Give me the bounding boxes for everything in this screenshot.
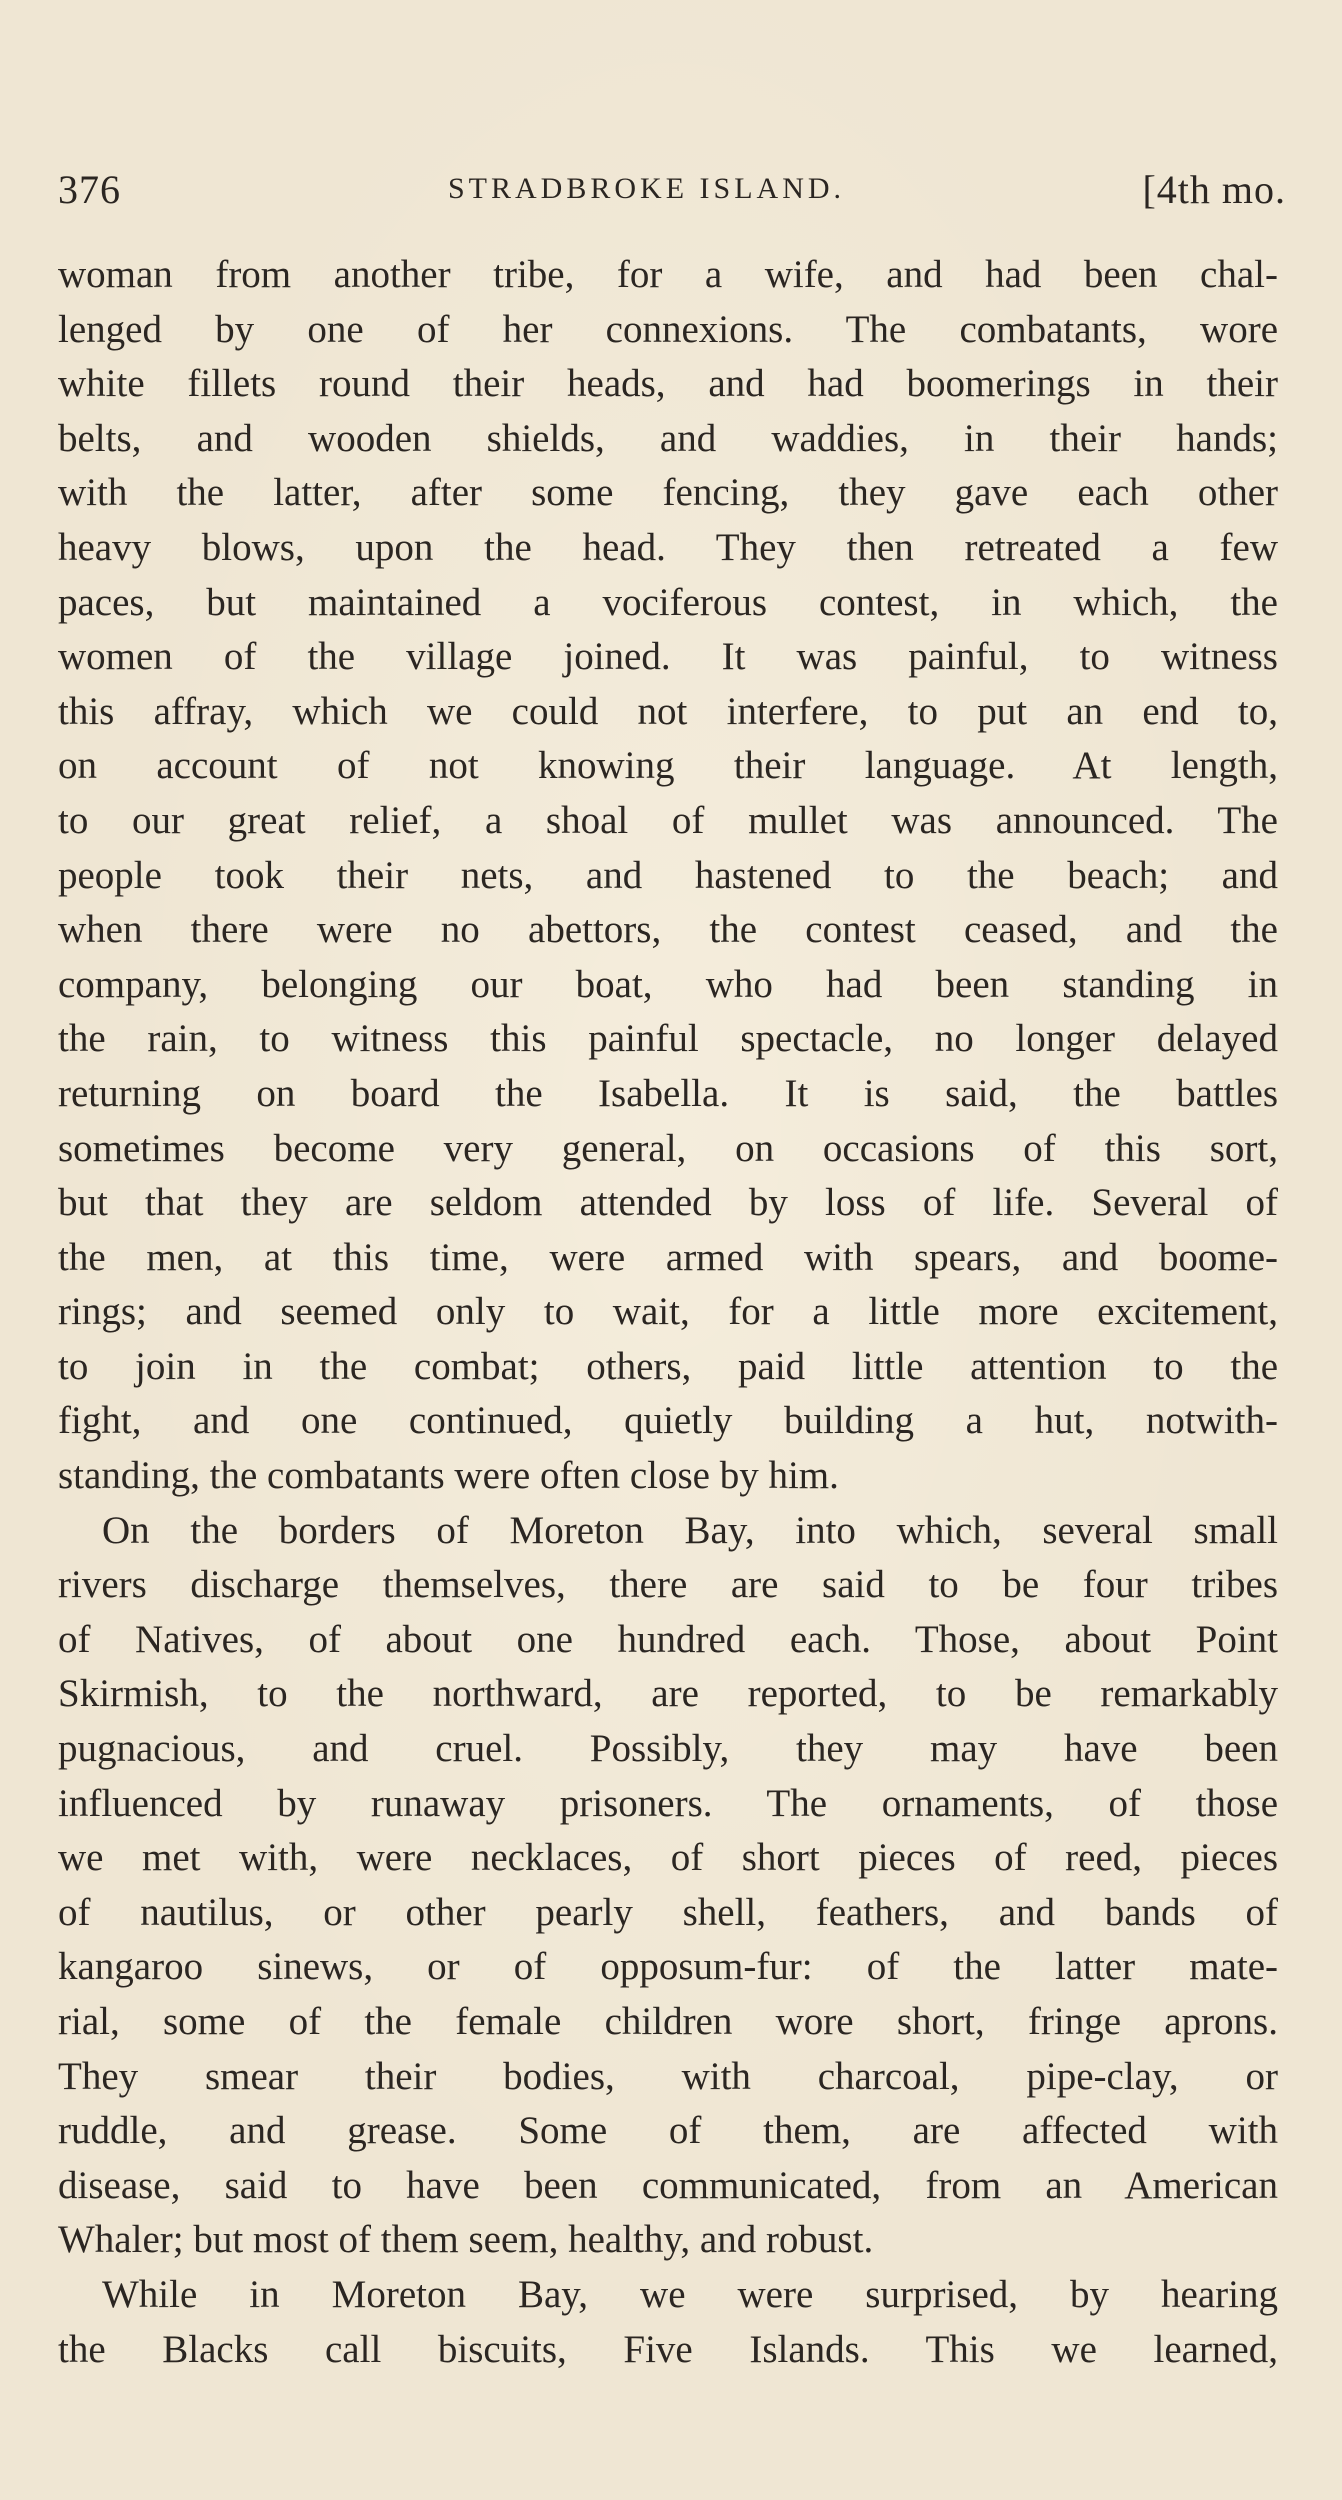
text-line: when there were no abettors, the contest ceased, and the (58, 908, 1278, 952)
text-line: of Natives, of about one hundred each. Those, about Point (58, 1617, 1278, 1661)
text-line: rings; and seemed only to wait, for a little more excitement, (58, 1290, 1278, 1334)
text-line: to our great relief, a shoal of mullet was announced. The (58, 798, 1278, 842)
text-line: On the borders of Moreton Bay, into which, several small (102, 1508, 1278, 1552)
page-number: 376 (58, 167, 121, 212)
text-line: this affray, which we could not interfere, to put an end to, (58, 689, 1278, 733)
text-line: woman from another tribe, for a wife, and had been chal- (58, 253, 1278, 296)
text-line: people took their nets, and hastened to the beach; and (58, 853, 1278, 897)
text-line: lenged by one of her connexions. The combatants, wore (58, 307, 1278, 351)
text-line: belts, and wooden shields, and waddies, in their hands; (58, 416, 1278, 460)
text-line: returning on board the Isabella. It is said, the battles (58, 1071, 1278, 1115)
text-line: paces, but maintained a vociferous contest, in which, the (58, 580, 1278, 624)
text-line: but that they are seldom attended by loss of life. Several of (58, 1181, 1278, 1225)
page-header (58, 162, 1286, 222)
text-line: pugnacious, and cruel. Possibly, they may have been (58, 1727, 1278, 1771)
text-line: white fillets round their heads, and had boomerings in their (58, 362, 1278, 406)
month-marker: [4th mo. (1142, 167, 1286, 212)
text-line: the Blacks call biscuits, Five Islands. This we learned, (58, 2327, 1278, 2371)
text-line: While in Moreton Bay, we were surprised, by hearing (102, 2272, 1278, 2316)
running-title: STRADBROKE ISLAND. (448, 172, 846, 205)
text-line: the rain, to witness this painful spectacle, no longer delayed (58, 1017, 1278, 1061)
text-line: fight, and one continued, quietly building a hut, notwith- (58, 1399, 1278, 1443)
text-line: heavy blows, upon the head. They then retreated a few (58, 525, 1278, 569)
text-line: rial, some of the female children wore short, fringe aprons. (58, 2000, 1278, 2043)
text-line: They smear their bodies, with charcoal, pipe-clay, or (58, 2054, 1278, 2098)
text-line: the men, at this time, were armed with spears, and boome- (58, 1235, 1278, 1279)
text-line: women of the village joined. It was painful, to witness (58, 635, 1278, 679)
text-line: company, belonging our boat, who had been standing in (58, 962, 1278, 1006)
text-line: Skirmish, to the northward, are reported, to be remarkably (58, 1672, 1278, 1716)
text-line: rivers discharge themselves, there are said to be four tribes (58, 1563, 1278, 1607)
text-line: kangaroo sinews, or of opposum-fur: of the latter mate- (58, 1945, 1278, 1989)
text-line: standing, the combatants were often close by him. (58, 1454, 839, 1498)
text-line: to join in the combat; others, paid little attention to the (58, 1344, 1278, 1388)
text-line: of nautilus, or other pearly shell, feathers, and bands of (58, 1890, 1278, 1934)
text-line: with the latter, after some fencing, they gave each other (58, 471, 1278, 515)
text-line: influenced by runaway prisoners. The ornaments, of those (58, 1781, 1278, 1825)
text-line: we met with, were necklaces, of short pieces of reed, pieces (58, 1836, 1278, 1880)
text-line: Whaler; but most of them seem, healthy, and robust. (58, 2218, 874, 2262)
text-line: disease, said to have been communicated, from an American (58, 2163, 1278, 2207)
text-line: sometimes become very general, on occasions of this sort, (58, 1126, 1278, 1170)
text-line: ruddle, and grease. Some of them, are affected with (58, 2109, 1278, 2153)
text-line: on account of not knowing their language. At length, (58, 744, 1278, 788)
body-text (58, 248, 1278, 2377)
